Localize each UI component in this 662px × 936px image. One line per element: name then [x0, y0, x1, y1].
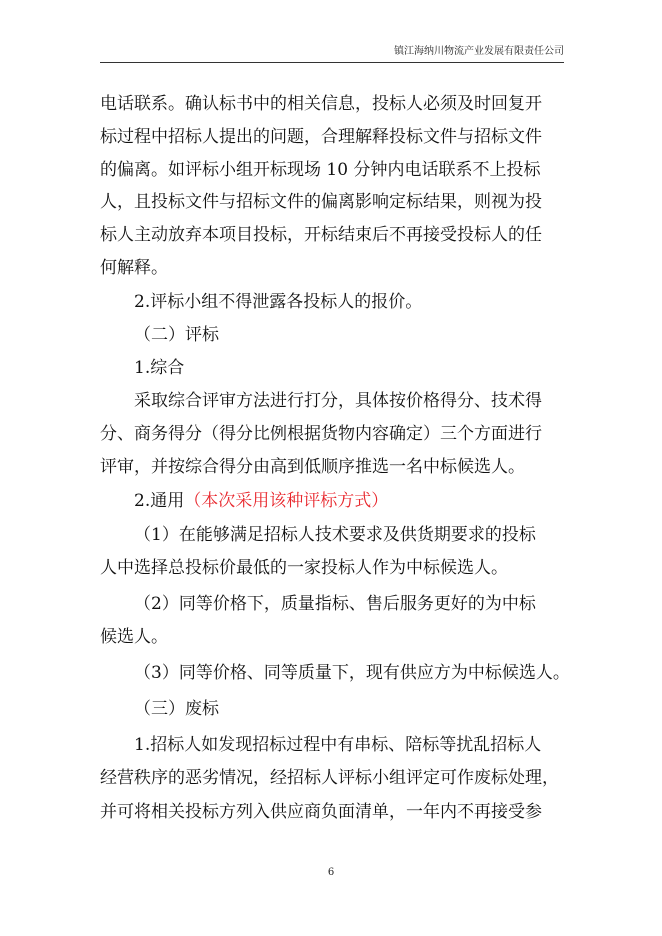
- body-line: 2.评标小组不得泄露各投标人的报价。: [134, 292, 423, 312]
- page-number: 6: [327, 867, 335, 878]
- body-line: 候选人。: [100, 627, 168, 647]
- body-line: 采取综合评审方法进行打分，具体按价格得分、技术得: [134, 391, 542, 411]
- body-line: （1）在能够满足招标人技术要求及供货期要求的投标: [134, 525, 536, 545]
- subsection-label: 2.通用: [134, 491, 185, 511]
- subsection-heading: 1.综合: [134, 358, 185, 378]
- body-line: （3）同等价格、同等质量下，现有供应方为中标候选人。: [134, 663, 570, 683]
- body-line: 评审，并按综合得分由高到低顺序推选一名中标候选人。: [100, 457, 525, 477]
- header-company-name: 镇江海纳川物流产业发展有限责任公司: [394, 46, 564, 57]
- body-line: 人中选择总投标价最低的一家投标人作为中标候选人。: [100, 558, 508, 578]
- body-line: 标人主动放弃本项目投标，开标结束后不再接受投标人的任: [100, 225, 542, 245]
- body-line: 人，且投标文件与招标文件的偏离影响定标结果，则视为投: [100, 192, 542, 212]
- page-header: [100, 44, 564, 63]
- section-heading: （二）评标: [134, 325, 219, 345]
- highlight-note: （本次采用该种评标方式）: [184, 491, 389, 511]
- section-heading: （三）废标: [134, 699, 219, 719]
- body-line: 何解释。: [100, 258, 168, 278]
- body-line: 分、商务得分（得分比例根据货物内容确定）三个方面进行: [100, 424, 542, 444]
- body-line: 的偏离。如评标小组开标现场 10 分钟内电话联系不上投标: [100, 160, 541, 180]
- subsection-heading: [134, 489, 570, 513]
- body-line: 并可将相关投标方列入供应商负面清单，一年内不再接受参: [100, 802, 542, 822]
- body-line: （2）同等价格下，质量指标、售后服务更好的为中标: [134, 594, 536, 614]
- body-line: 电话联系。确认标书中的相关信息，投标人必须及时回复开: [100, 94, 542, 114]
- body-line: 标过程中招标人提出的问题，合理解释投标文件与招标文件: [100, 127, 542, 147]
- body-line: 经营秩序的恶劣情况，经招标人评标小组评定可作废标处理，: [100, 768, 559, 788]
- body-line: 1.招标人如发现招标过程中有串标、陪标等扰乱招标人: [134, 735, 542, 755]
